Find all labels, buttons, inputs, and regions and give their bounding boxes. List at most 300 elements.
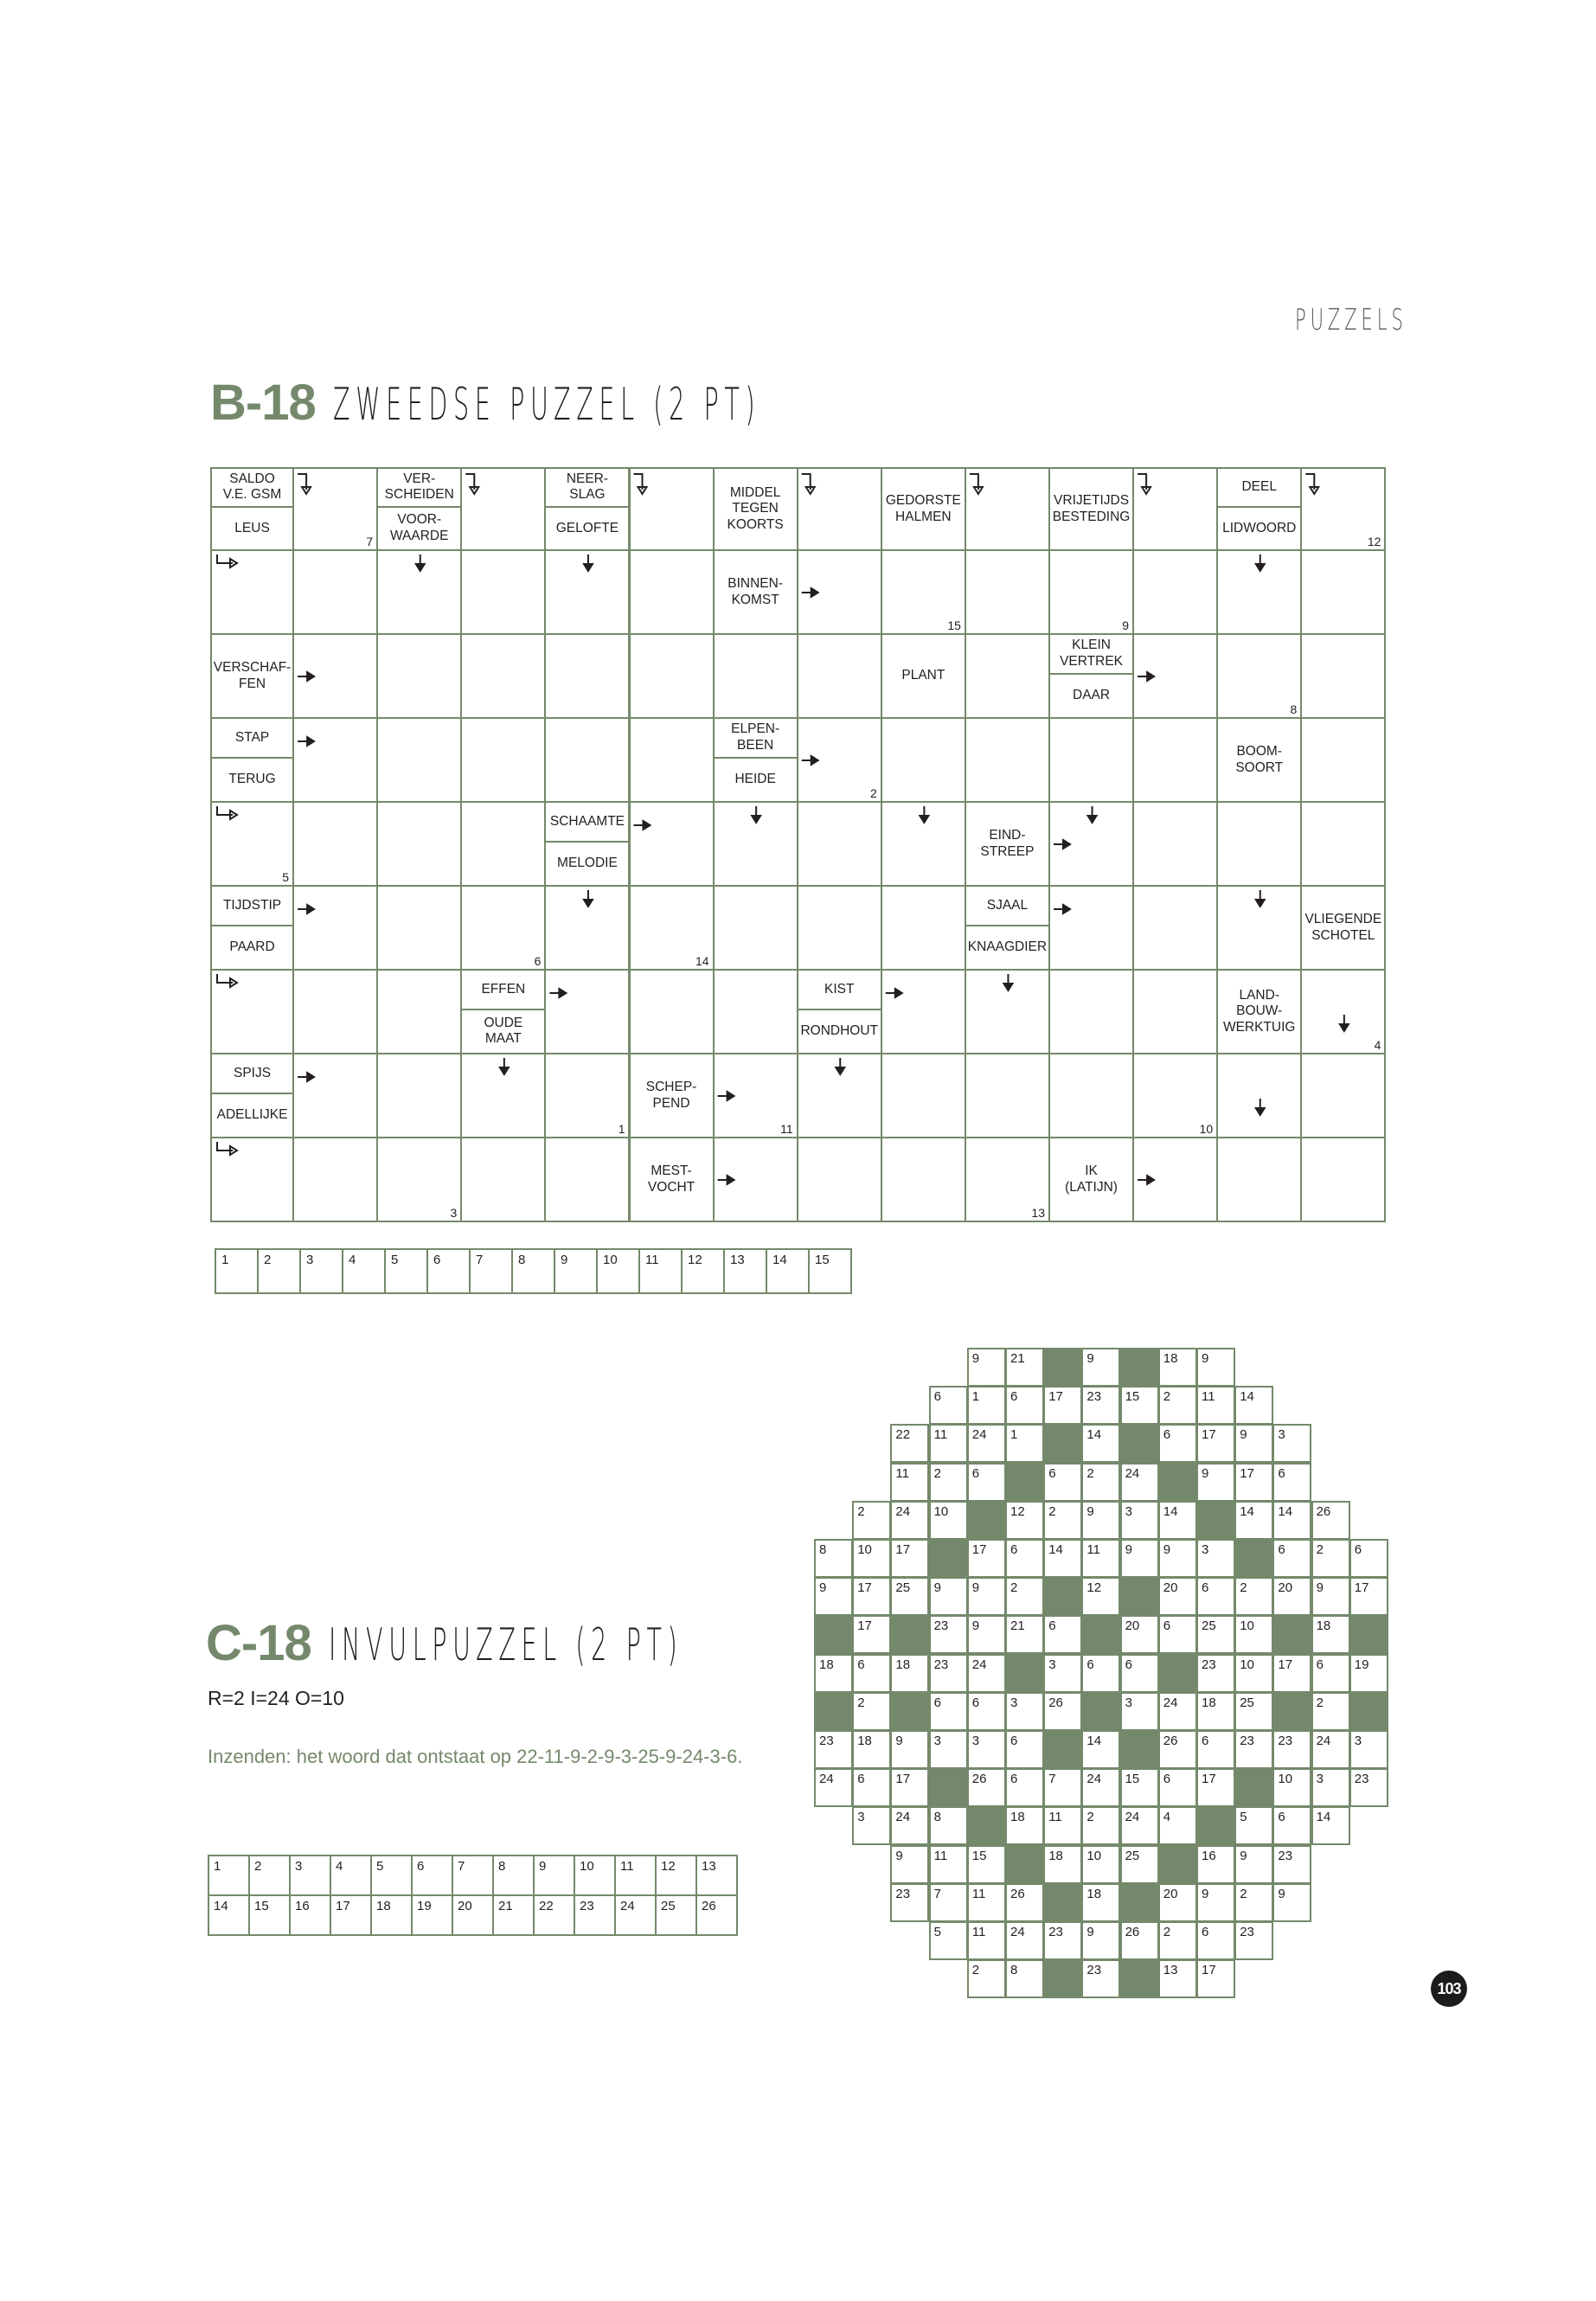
c18-cell[interactable] — [1081, 1348, 1120, 1387]
c18-cell[interactable] — [967, 1539, 1006, 1578]
c18-cell[interactable] — [967, 1921, 1006, 1960]
c18-solution-box[interactable] — [695, 1855, 738, 1896]
b18-cell[interactable] — [460, 801, 546, 887]
c18-cell[interactable] — [967, 1463, 1006, 1502]
c18-cell[interactable] — [1120, 1615, 1159, 1654]
c18-cell[interactable] — [1311, 1692, 1350, 1731]
c18-cell[interactable] — [890, 1463, 929, 1502]
b18-cell[interactable] — [460, 1137, 546, 1222]
b18-cell[interactable] — [292, 633, 378, 719]
b18-solution-box[interactable] — [384, 1248, 428, 1294]
c18-cell[interactable] — [1311, 1615, 1350, 1654]
c18-cell[interactable] — [1043, 1654, 1082, 1693]
b18-cell[interactable] — [460, 1053, 546, 1138]
c18-cell[interactable] — [1196, 1768, 1235, 1807]
c18-cell[interactable] — [1120, 1539, 1159, 1578]
c18-cell[interactable] — [967, 1615, 1006, 1654]
c18-cell[interactable] — [1234, 1654, 1273, 1693]
c18-solution-box[interactable] — [492, 1855, 535, 1896]
b18-cell[interactable] — [1300, 1053, 1386, 1138]
b18-cell[interactable] — [1300, 549, 1386, 635]
b18-cell[interactable] — [544, 1053, 630, 1138]
b18-cell[interactable] — [544, 633, 630, 719]
c18-cell[interactable] — [1234, 1615, 1273, 1654]
c18-cell[interactable] — [929, 1845, 968, 1884]
c18-solution-box[interactable] — [695, 1894, 738, 1936]
c18-cell[interactable] — [890, 1424, 929, 1463]
c18-cell[interactable] — [1234, 1921, 1273, 1960]
b18-cell[interactable] — [965, 1137, 1050, 1222]
b18-cell[interactable] — [1216, 549, 1302, 635]
c18-cell[interactable] — [1158, 1730, 1197, 1769]
b18-cell[interactable] — [210, 801, 294, 887]
c18-solution-box[interactable] — [370, 1894, 413, 1936]
c18-cell[interactable] — [852, 1768, 891, 1807]
b18-solution-box[interactable] — [342, 1248, 386, 1294]
c18-cell[interactable] — [1272, 1501, 1311, 1540]
c18-cell[interactable] — [1081, 1501, 1120, 1540]
b18-cell[interactable] — [1132, 885, 1218, 971]
c18-cell[interactable] — [1005, 1768, 1044, 1807]
c18-cell[interactable] — [1120, 1692, 1159, 1731]
b18-cell[interactable] — [965, 633, 1050, 719]
c18-solution-box[interactable] — [533, 1855, 575, 1896]
c18-cell[interactable] — [1081, 1883, 1120, 1922]
c18-cell[interactable] — [967, 1424, 1006, 1463]
b18-solution-box[interactable] — [299, 1248, 343, 1294]
c18-cell[interactable] — [1272, 1768, 1311, 1807]
b18-cell[interactable] — [881, 717, 966, 803]
b18-cell[interactable] — [210, 969, 294, 1054]
c18-cell[interactable] — [1272, 1730, 1311, 1769]
c18-cell[interactable] — [929, 1883, 968, 1922]
b18-solution-box[interactable] — [511, 1248, 555, 1294]
c18-solution-box[interactable] — [574, 1855, 616, 1896]
b18-cell[interactable] — [797, 1137, 882, 1222]
c18-cell[interactable] — [929, 1577, 968, 1616]
c18-cell[interactable] — [1311, 1806, 1350, 1845]
c18-cell[interactable] — [852, 1501, 891, 1540]
c18-cell[interactable] — [1081, 1463, 1120, 1502]
b18-cell[interactable] — [629, 801, 715, 887]
c18-cell[interactable] — [1043, 1845, 1082, 1884]
b18-cell[interactable] — [1300, 467, 1386, 551]
c18-solution-box[interactable] — [370, 1855, 413, 1896]
b18-solution-box[interactable] — [808, 1248, 852, 1294]
c18-cell[interactable] — [890, 1501, 929, 1540]
b18-cell[interactable] — [1132, 801, 1218, 887]
c18-cell[interactable] — [1196, 1845, 1235, 1884]
b18-cell[interactable] — [1300, 801, 1386, 887]
c18-cell[interactable] — [1158, 1424, 1197, 1463]
c18-cell[interactable] — [1043, 1615, 1082, 1654]
c18-cell[interactable] — [1234, 1424, 1273, 1463]
b18-cell[interactable] — [797, 885, 882, 971]
b18-solution-box[interactable] — [681, 1248, 725, 1294]
c18-solution-box[interactable] — [614, 1855, 657, 1896]
c18-cell[interactable] — [1234, 1692, 1273, 1731]
b18-solution-box[interactable] — [257, 1248, 301, 1294]
c18-solution-box[interactable] — [492, 1894, 535, 1936]
b18-cell[interactable] — [376, 633, 462, 719]
b18-cell[interactable] — [1132, 549, 1218, 635]
c18-cell[interactable] — [1081, 1654, 1120, 1693]
c18-cell[interactable] — [1120, 1386, 1159, 1425]
c18-cell[interactable] — [852, 1577, 891, 1616]
c18-cell[interactable] — [929, 1806, 968, 1845]
b18-cell[interactable] — [376, 1053, 462, 1138]
b18-cell[interactable] — [965, 969, 1050, 1054]
c18-cell[interactable] — [967, 1959, 1006, 1998]
b18-cell[interactable] — [629, 467, 715, 551]
c18-cell[interactable] — [1005, 1577, 1044, 1616]
c18-solution-box[interactable] — [330, 1855, 372, 1896]
c18-cell[interactable] — [890, 1730, 929, 1769]
b18-cell[interactable] — [460, 633, 546, 719]
b18-cell[interactable] — [292, 1137, 378, 1222]
c18-cell[interactable] — [890, 1577, 929, 1616]
c18-cell[interactable] — [1043, 1539, 1082, 1578]
b18-cell[interactable] — [1216, 801, 1302, 887]
b18-cell[interactable] — [629, 969, 715, 1054]
c18-cell[interactable] — [814, 1768, 853, 1807]
b18-cell[interactable] — [629, 633, 715, 719]
c18-cell[interactable] — [1005, 1959, 1044, 1998]
b18-solution-box[interactable] — [554, 1248, 598, 1294]
c18-cell[interactable] — [929, 1501, 968, 1540]
c18-cell[interactable] — [1158, 1692, 1197, 1731]
b18-cell[interactable] — [1048, 801, 1134, 887]
c18-cell[interactable] — [1081, 1424, 1120, 1463]
c18-cell[interactable] — [1196, 1348, 1235, 1387]
b18-cell[interactable] — [544, 549, 630, 635]
b18-cell[interactable] — [544, 885, 630, 971]
c18-cell[interactable] — [967, 1768, 1006, 1807]
c18-cell[interactable] — [1158, 1386, 1197, 1425]
c18-cell[interactable] — [814, 1730, 853, 1769]
b18-cell[interactable] — [1132, 633, 1218, 719]
c18-cell[interactable] — [1311, 1539, 1350, 1578]
b18-cell[interactable] — [292, 717, 378, 803]
b18-cell[interactable] — [1132, 717, 1218, 803]
b18-cell[interactable] — [376, 801, 462, 887]
b18-cell[interactable] — [292, 801, 378, 887]
b18-cell[interactable] — [797, 633, 882, 719]
c18-cell[interactable] — [1081, 1577, 1120, 1616]
c18-cell[interactable] — [1196, 1463, 1235, 1502]
c18-cell[interactable] — [967, 1845, 1006, 1884]
c18-cell[interactable] — [1043, 1501, 1082, 1540]
b18-solution-box[interactable] — [596, 1248, 640, 1294]
c18-cell[interactable] — [929, 1921, 968, 1960]
c18-cell[interactable] — [967, 1883, 1006, 1922]
b18-cell[interactable] — [1132, 1053, 1218, 1138]
b18-cell[interactable] — [460, 885, 546, 971]
c18-solution-box[interactable] — [452, 1894, 494, 1936]
b18-cell[interactable] — [1048, 549, 1134, 635]
c18-cell[interactable] — [1272, 1424, 1311, 1463]
b18-cell[interactable] — [1216, 885, 1302, 971]
c18-cell[interactable] — [1005, 1883, 1044, 1922]
c18-cell[interactable] — [1120, 1806, 1159, 1845]
c18-cell[interactable] — [1081, 1386, 1120, 1425]
c18-cell[interactable] — [852, 1615, 891, 1654]
b18-cell[interactable] — [376, 969, 462, 1054]
b18-cell[interactable] — [629, 885, 715, 971]
c18-cell[interactable] — [929, 1615, 968, 1654]
c18-cell[interactable] — [1158, 1921, 1197, 1960]
c18-cell[interactable] — [1005, 1730, 1044, 1769]
b18-cell[interactable] — [1300, 633, 1386, 719]
b18-cell[interactable] — [1132, 467, 1218, 551]
c18-cell[interactable] — [967, 1348, 1006, 1387]
c18-cell[interactable] — [1272, 1577, 1311, 1616]
c18-cell[interactable] — [1311, 1577, 1350, 1616]
b18-cell[interactable] — [965, 467, 1050, 551]
b18-cell[interactable] — [1300, 717, 1386, 803]
c18-solution-box[interactable] — [574, 1894, 616, 1936]
c18-cell[interactable] — [929, 1386, 968, 1425]
c18-cell[interactable] — [1349, 1654, 1388, 1693]
b18-cell[interactable] — [460, 717, 546, 803]
b18-cell[interactable] — [713, 801, 798, 887]
c18-cell[interactable] — [1043, 1768, 1082, 1807]
c18-cell[interactable] — [1196, 1615, 1235, 1654]
c18-cell[interactable] — [1196, 1692, 1235, 1731]
b18-cell[interactable] — [292, 969, 378, 1054]
b18-cell[interactable] — [797, 549, 882, 635]
c18-cell[interactable] — [1196, 1730, 1235, 1769]
b18-cell[interactable] — [544, 717, 630, 803]
c18-cell[interactable] — [929, 1654, 968, 1693]
b18-cell[interactable] — [881, 885, 966, 971]
c18-solution-box[interactable] — [411, 1894, 453, 1936]
b18-cell[interactable] — [292, 885, 378, 971]
c18-cell[interactable] — [929, 1424, 968, 1463]
c18-cell[interactable] — [1081, 1921, 1120, 1960]
c18-cell[interactable] — [1081, 1768, 1120, 1807]
c18-cell[interactable] — [852, 1730, 891, 1769]
b18-cell[interactable] — [797, 801, 882, 887]
c18-cell[interactable] — [1196, 1921, 1235, 1960]
b18-solution-box[interactable] — [638, 1248, 683, 1294]
c18-cell[interactable] — [1005, 1692, 1044, 1731]
b18-solution-box[interactable] — [469, 1248, 513, 1294]
c18-cell[interactable] — [1234, 1501, 1273, 1540]
c18-cell[interactable] — [890, 1768, 929, 1807]
c18-cell[interactable] — [929, 1730, 968, 1769]
b18-cell[interactable] — [881, 549, 966, 635]
c18-cell[interactable] — [1005, 1806, 1044, 1845]
c18-cell[interactable] — [1120, 1845, 1159, 1884]
b18-cell[interactable] — [629, 717, 715, 803]
c18-solution-box[interactable] — [655, 1855, 697, 1896]
c18-cell[interactable] — [1158, 1959, 1197, 1998]
c18-cell[interactable] — [1272, 1654, 1311, 1693]
c18-cell[interactable] — [1196, 1959, 1235, 1998]
c18-solution-box[interactable] — [330, 1894, 372, 1936]
b18-cell[interactable] — [881, 1053, 966, 1138]
c18-cell[interactable] — [1081, 1959, 1120, 1998]
b18-cell[interactable] — [965, 549, 1050, 635]
b18-cell[interactable] — [376, 717, 462, 803]
c18-cell[interactable] — [1005, 1424, 1044, 1463]
c18-cell[interactable] — [967, 1654, 1006, 1693]
b18-cell[interactable] — [292, 549, 378, 635]
b18-cell[interactable] — [713, 633, 798, 719]
c18-cell[interactable] — [1234, 1577, 1273, 1616]
c18-cell[interactable] — [1196, 1577, 1235, 1616]
c18-cell[interactable] — [1196, 1386, 1235, 1425]
c18-solution-box[interactable] — [614, 1894, 657, 1936]
c18-cell[interactable] — [1081, 1539, 1120, 1578]
c18-cell[interactable] — [1081, 1845, 1120, 1884]
c18-solution-box[interactable] — [289, 1855, 331, 1896]
c18-cell[interactable] — [967, 1730, 1006, 1769]
b18-cell[interactable] — [797, 717, 882, 803]
c18-cell[interactable] — [1120, 1463, 1159, 1502]
c18-cell[interactable] — [852, 1806, 891, 1845]
c18-cell[interactable] — [1043, 1806, 1082, 1845]
c18-cell[interactable] — [1349, 1577, 1388, 1616]
c18-cell[interactable] — [890, 1845, 929, 1884]
c18-cell[interactable] — [814, 1654, 853, 1693]
c18-cell[interactable] — [1272, 1806, 1311, 1845]
c18-cell[interactable] — [1005, 1921, 1044, 1960]
c18-cell[interactable] — [1158, 1806, 1197, 1845]
b18-cell[interactable] — [544, 1137, 630, 1222]
c18-cell[interactable] — [1196, 1883, 1235, 1922]
c18-cell[interactable] — [852, 1692, 891, 1731]
b18-cell[interactable] — [713, 969, 798, 1054]
c18-cell[interactable] — [1005, 1386, 1044, 1425]
b18-cell[interactable] — [629, 549, 715, 635]
c18-cell[interactable] — [1158, 1615, 1197, 1654]
b18-cell[interactable] — [376, 1137, 462, 1222]
c18-cell[interactable] — [1081, 1730, 1120, 1769]
c18-cell[interactable] — [1272, 1463, 1311, 1502]
b18-cell[interactable] — [1216, 633, 1302, 719]
c18-cell[interactable] — [1272, 1539, 1311, 1578]
c18-cell[interactable] — [967, 1386, 1006, 1425]
b18-cell[interactable] — [965, 1053, 1050, 1138]
c18-cell[interactable] — [967, 1577, 1006, 1616]
c18-cell[interactable] — [1158, 1577, 1197, 1616]
c18-cell[interactable] — [1158, 1539, 1197, 1578]
c18-cell[interactable] — [1005, 1348, 1044, 1387]
c18-cell[interactable] — [1120, 1654, 1159, 1693]
b18-solution-box[interactable] — [766, 1248, 810, 1294]
c18-cell[interactable] — [1311, 1730, 1350, 1769]
c18-cell[interactable] — [890, 1883, 929, 1922]
c18-cell[interactable] — [890, 1654, 929, 1693]
b18-cell[interactable] — [1048, 1053, 1134, 1138]
c18-cell[interactable] — [1120, 1501, 1159, 1540]
c18-cell[interactable] — [929, 1463, 968, 1502]
b18-cell[interactable] — [713, 1053, 798, 1138]
b18-solution-box[interactable] — [215, 1248, 259, 1294]
c18-cell[interactable] — [1349, 1730, 1388, 1769]
c18-solution-box[interactable] — [208, 1855, 250, 1896]
c18-solution-box[interactable] — [411, 1855, 453, 1896]
b18-solution-box[interactable] — [723, 1248, 767, 1294]
b18-cell[interactable] — [881, 801, 966, 887]
c18-cell[interactable] — [1311, 1768, 1350, 1807]
c18-cell[interactable] — [1158, 1768, 1197, 1807]
c18-cell[interactable] — [1005, 1539, 1044, 1578]
c18-cell[interactable] — [1349, 1539, 1388, 1578]
c18-cell[interactable] — [967, 1692, 1006, 1731]
c18-cell[interactable] — [929, 1692, 968, 1731]
b18-cell[interactable] — [460, 467, 546, 551]
b18-cell[interactable] — [713, 885, 798, 971]
b18-cell[interactable] — [1300, 1137, 1386, 1222]
c18-cell[interactable] — [1311, 1501, 1350, 1540]
c18-solution-box[interactable] — [289, 1894, 331, 1936]
c18-solution-box[interactable] — [655, 1894, 697, 1936]
b18-cell[interactable] — [881, 969, 966, 1054]
b18-cell[interactable] — [292, 1053, 378, 1138]
c18-cell[interactable] — [1005, 1501, 1044, 1540]
c18-cell[interactable] — [1196, 1539, 1235, 1578]
b18-cell[interactable] — [1048, 969, 1134, 1054]
c18-cell[interactable] — [1043, 1463, 1082, 1502]
b18-cell[interactable] — [1048, 717, 1134, 803]
c18-cell[interactable] — [1234, 1806, 1273, 1845]
c18-cell[interactable] — [1234, 1730, 1273, 1769]
c18-cell[interactable] — [1120, 1921, 1159, 1960]
b18-cell[interactable] — [965, 717, 1050, 803]
c18-solution-box[interactable] — [533, 1894, 575, 1936]
c18-cell[interactable] — [1158, 1883, 1197, 1922]
b18-cell[interactable] — [797, 467, 882, 551]
c18-cell[interactable] — [1158, 1501, 1197, 1540]
c18-cell[interactable] — [1234, 1386, 1273, 1425]
c18-cell[interactable] — [1234, 1845, 1273, 1884]
b18-cell[interactable] — [292, 467, 378, 551]
c18-cell[interactable] — [814, 1577, 853, 1616]
c18-solution-box[interactable] — [208, 1894, 250, 1936]
c18-cell[interactable] — [1311, 1654, 1350, 1693]
c18-cell[interactable] — [1234, 1883, 1273, 1922]
c18-cell[interactable] — [1043, 1921, 1082, 1960]
b18-cell[interactable] — [881, 1137, 966, 1222]
c18-cell[interactable] — [1272, 1883, 1311, 1922]
b18-cell[interactable] — [713, 1137, 798, 1222]
b18-cell[interactable] — [1300, 969, 1386, 1054]
b18-cell[interactable] — [1216, 1053, 1302, 1138]
b18-cell[interactable] — [376, 885, 462, 971]
c18-cell[interactable] — [852, 1654, 891, 1693]
c18-cell[interactable] — [1349, 1768, 1388, 1807]
b18-cell[interactable] — [210, 549, 294, 635]
c18-cell[interactable] — [1120, 1768, 1159, 1807]
b18-cell[interactable] — [1132, 969, 1218, 1054]
c18-cell[interactable] — [1005, 1615, 1044, 1654]
c18-solution-box[interactable] — [248, 1894, 291, 1936]
c18-cell[interactable] — [1043, 1386, 1082, 1425]
c18-cell[interactable] — [1234, 1463, 1273, 1502]
b18-cell[interactable] — [1048, 885, 1134, 971]
c18-cell[interactable] — [852, 1539, 891, 1578]
c18-cell[interactable] — [1043, 1692, 1082, 1731]
c18-cell[interactable] — [1196, 1424, 1235, 1463]
b18-cell[interactable] — [460, 549, 546, 635]
b18-cell[interactable] — [797, 1053, 882, 1138]
b18-cell[interactable] — [376, 549, 462, 635]
c18-cell[interactable] — [890, 1539, 929, 1578]
c18-solution-box[interactable] — [248, 1855, 291, 1896]
